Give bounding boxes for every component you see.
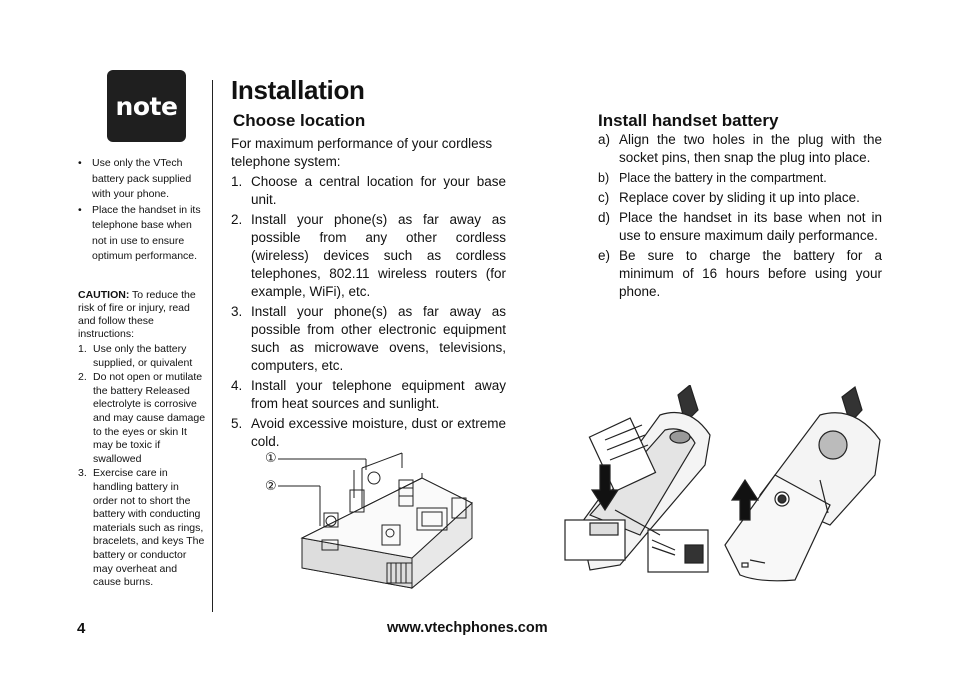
sidebar-bullet-list <box>76 156 204 265</box>
choose-location-steps <box>231 173 506 453</box>
step-number: 3. <box>231 304 243 319</box>
sidebar-bullet: • Use only the VTech battery pack supplied with your phone. <box>76 156 204 203</box>
step-text: Install your telephone equipment away from heat sources and sunlight. <box>251 378 506 411</box>
battery-step <box>598 189 882 207</box>
caution-item-number: 3. <box>78 467 87 480</box>
location-step <box>231 377 506 413</box>
choose-location-heading: Choose location <box>233 111 366 130</box>
step-text: Place the battery in the compartment. <box>619 171 827 185</box>
caution-body: To reduce the risk of fire or injury, read and follow these instructions: <box>78 289 196 340</box>
step-text: Install your phone(s) as far away as possible from other electronic equipment such as microwave ovens, televisions, computers, etc. <box>251 304 506 373</box>
battery-steps <box>598 131 882 303</box>
callout-1: ① <box>265 450 277 465</box>
step-number: 5. <box>231 416 243 431</box>
step-number: 2. <box>231 212 243 227</box>
battery-step <box>598 169 882 187</box>
location-step <box>231 303 506 375</box>
caution-item <box>76 343 206 370</box>
page-title: Installation <box>231 75 365 105</box>
page-number: 4 <box>77 620 86 637</box>
footer-url: www.vtechphones.com <box>387 620 548 636</box>
battery-step <box>598 209 882 245</box>
caution-item <box>76 467 206 589</box>
step-letter: c) <box>598 190 610 205</box>
caution-label: CAUTION: <box>78 289 130 301</box>
step-letter: b) <box>598 171 610 185</box>
step-letter: e) <box>598 248 611 263</box>
callout-2: ② <box>265 478 277 493</box>
step-text: Avoid excessive moisture, dust or extreme cold. <box>251 416 506 449</box>
note-badge <box>107 70 186 142</box>
handset-cover-illustration <box>720 385 890 585</box>
handset-battery-illustration <box>560 385 720 580</box>
location-step <box>231 211 506 301</box>
caution-text <box>78 289 206 341</box>
location-step <box>231 415 506 451</box>
caution-item <box>76 371 206 466</box>
battery-step <box>598 247 882 301</box>
sidebar-bullet: • Place the handset in its telephone base when not in use to ensure optimum performance. <box>76 203 204 265</box>
note-label: note <box>115 91 178 121</box>
caution-item-text: Use only the battery supplied, or quivalent <box>93 343 193 369</box>
location-step <box>231 173 506 209</box>
caution-item-number: 1. <box>78 343 87 355</box>
step-letter: a) <box>598 132 611 147</box>
caution-list <box>76 343 206 591</box>
choose-location-intro: For maximum performance of your cordless telephone system: <box>231 136 493 169</box>
step-letter: d) <box>598 210 611 225</box>
step-number: 1. <box>231 174 243 189</box>
caution-item-text: Do not open or mutilate the battery Released electrolyte is corrosive and may cause damage to the eyes or skin It may be toxic if swallowed <box>93 371 206 465</box>
caution-item-number: 2. <box>78 371 87 384</box>
step-text: Align the two holes in the plug with the socket pins, then snap the plug into place. <box>619 132 882 165</box>
step-text: Replace cover by sliding it up into place. <box>619 190 860 205</box>
vertical-divider <box>212 80 213 612</box>
room-location-illustration <box>262 448 477 598</box>
step-number: 4. <box>231 378 243 393</box>
install-battery-heading: Install handset battery <box>598 111 779 130</box>
step-text: Be sure to charge the battery for a minimum of 16 hours before using your phone. <box>619 248 882 299</box>
caution-item-text: Exercise care in handling battery in order not to short the battery with conducting materials such as rings, bracelets, and keys The battery or conductor may overheat and cause burns. <box>93 467 205 589</box>
battery-step <box>598 131 882 167</box>
step-text: Place the handset in its base when not in use to ensure maximum daily performance. <box>619 210 882 243</box>
step-text: Install your phone(s) as far away as possible from any other cordless (wireless) devices such as cordless telephones, 802.11 wireless routers (for example, WiFi), etc. <box>251 212 506 299</box>
step-text: Choose a central location for your base unit. <box>251 174 506 207</box>
